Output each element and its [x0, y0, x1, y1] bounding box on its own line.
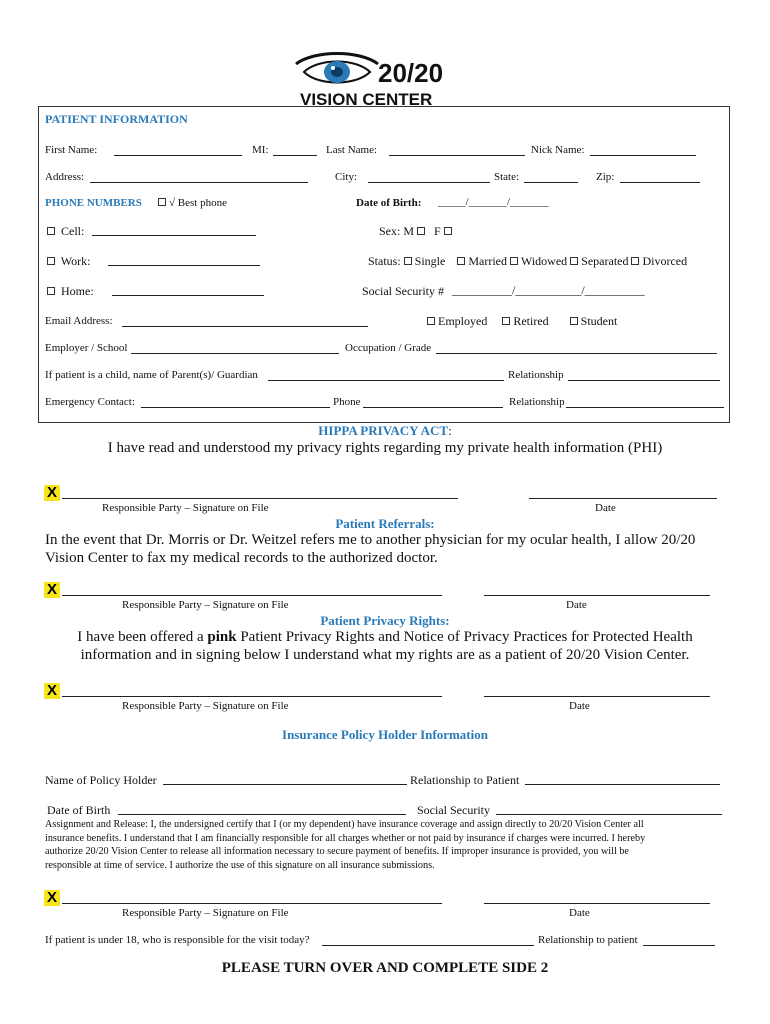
policy-dob-label: Date of Birth [47, 803, 111, 817]
under18-label: If patient is under 18, who is responsible for the visit today? [45, 934, 310, 946]
policy-relationship-field[interactable] [525, 784, 720, 785]
referrals-statement-line2: Vision Center to fax my medical records to the authorized doctor. [45, 550, 438, 566]
assignment-release-text [45, 818, 645, 872]
date-label: Date [569, 907, 590, 919]
home-phone [47, 284, 94, 299]
emergency-contact-label: Emergency Contact: [45, 396, 135, 408]
guardian-relationship-label: Relationship [508, 369, 564, 381]
city-field[interactable] [368, 182, 490, 183]
referrals-signature-field[interactable] [62, 595, 442, 596]
privacy-text-pink: pink [207, 629, 237, 645]
signature-label: Responsible Party – Signature on File [122, 907, 289, 919]
employment-status [427, 314, 617, 329]
separated-checkbox[interactable] [570, 257, 578, 265]
assignment-line: insurance benefits. I understand that I am financially responsible for all charges whether or not paid by insurance if charges were incurred. I hereby [45, 832, 646, 844]
hippa-heading [0, 423, 770, 439]
retired-checkbox[interactable] [502, 317, 510, 325]
phone-numbers-heading: PHONE NUMBERS [45, 197, 142, 209]
guardian-relationship-field[interactable] [568, 380, 720, 381]
sex-options [379, 224, 455, 239]
insurance-signature-field[interactable] [62, 903, 442, 904]
ssn-label: Social Security # [362, 284, 444, 298]
guardian-field[interactable] [268, 380, 504, 381]
zip-field[interactable] [620, 182, 700, 183]
signature-label: Responsible Party – Signature on File [122, 700, 289, 712]
address-field[interactable] [90, 182, 308, 183]
emergency-phone-label: Phone [333, 396, 361, 408]
logo-title: 20/20 [378, 58, 444, 88]
sex-m-checkbox[interactable] [417, 227, 425, 235]
retired-label: Retired [513, 314, 549, 328]
emergency-relationship-field[interactable] [566, 407, 724, 408]
status-label: Status: [368, 254, 401, 268]
work-field[interactable] [108, 265, 260, 266]
state-field[interactable] [524, 182, 578, 183]
widowed-checkbox[interactable] [510, 257, 518, 265]
privacy-rights-line2: information and in signing below I understand what my rights are as a patient of 20/20 Vision Center. [80, 647, 690, 663]
signature-x-marker: X [44, 890, 60, 906]
privacy-text-b: Patient Privacy Rights and Notice of Privacy Practices for Protected Health [236, 629, 693, 645]
student-label: Student [580, 314, 618, 328]
email-field[interactable] [122, 326, 368, 327]
ssn-field[interactable]: __________/___________/__________ [452, 283, 645, 297]
employer-field[interactable] [131, 353, 339, 354]
occupation-label: Occupation / Grade [345, 342, 432, 354]
turn-over-notice: PLEASE TURN OVER AND COMPLETE SIDE 2 [221, 960, 549, 976]
nick-name-field[interactable] [590, 155, 696, 156]
patient-info-heading: PATIENT INFORMATION [45, 112, 188, 126]
insurance-date-field[interactable] [484, 903, 710, 904]
best-phone-note [158, 197, 227, 209]
assignment-line: responsible at time of service. I authorize the use of this signature on all insurance submissions. [45, 859, 435, 871]
marital-status [368, 254, 687, 269]
hippa-signature-field[interactable] [62, 498, 458, 499]
home-label: Home: [61, 284, 94, 298]
date-label: Date [566, 599, 587, 611]
checkbox-icon [158, 198, 166, 206]
hippa-statement: I have read and understood my privacy rights regarding my private health information (PHI) [107, 440, 663, 456]
sex-f-checkbox[interactable] [444, 227, 452, 235]
policy-holder-field[interactable] [163, 784, 407, 785]
married-checkbox[interactable] [457, 257, 465, 265]
dob-field[interactable]: _____/_______/_______ [438, 196, 549, 208]
home-field[interactable] [112, 295, 264, 296]
emergency-phone-field[interactable] [363, 407, 503, 408]
date-label: Date [569, 700, 590, 712]
date-label: Date [595, 502, 616, 514]
first-name-field[interactable] [114, 155, 242, 156]
work-label: Work: [60, 254, 91, 268]
nick-name-label: Nick Name: [531, 144, 585, 156]
policy-ssn-label: Social Security [417, 803, 490, 817]
widowed-label: Widowed [521, 254, 568, 268]
signature-x-marker: X [44, 582, 60, 598]
employer-label: Employer / School [45, 342, 128, 354]
work-phone [47, 254, 91, 269]
single-checkbox[interactable] [404, 257, 412, 265]
city-label: City: [335, 171, 358, 183]
cell-label: Cell: [61, 224, 85, 238]
signature-label: Responsible Party – Signature on File [122, 599, 289, 611]
dob-label: Date of Birth: [356, 197, 422, 209]
privacy-signature-field[interactable] [62, 696, 442, 697]
policy-dob-field[interactable] [118, 814, 406, 815]
referrals-title: Patient Referrals: [335, 516, 435, 531]
best-phone-label: √ Best phone [169, 197, 227, 209]
last-name-field[interactable] [389, 155, 525, 156]
assignment-line: authorize 20/20 Vision Center to release all information necessary to secure payment of benefits. If improper insurance is provided, you will be [45, 846, 629, 857]
single-label: Single [414, 254, 446, 268]
policy-relationship-label: Relationship to Patient [410, 773, 520, 787]
first-name-label: First Name: [45, 144, 98, 156]
mi-label: MI: [252, 144, 269, 156]
policy-holder-label: Name of Policy Holder [45, 773, 157, 787]
under18-relationship-label: Relationship to patient [538, 934, 638, 946]
divorced-checkbox[interactable] [631, 257, 639, 265]
referrals-date-field[interactable] [484, 595, 710, 596]
cell-checkbox[interactable] [47, 227, 55, 235]
employed-label: Employed [438, 314, 488, 328]
signature-label: Responsible Party – Signature on File [102, 502, 269, 514]
employed-checkbox[interactable] [427, 317, 435, 325]
student-checkbox[interactable] [570, 317, 578, 325]
insurance-title: Insurance Policy Holder Information [282, 727, 488, 742]
under18-relationship-field[interactable] [643, 945, 715, 946]
hippa-date-field[interactable] [529, 498, 717, 499]
cell-field[interactable] [92, 235, 256, 236]
signature-x-marker: X [44, 485, 60, 501]
signature-x-marker: X [44, 683, 60, 699]
cell-phone [47, 224, 84, 239]
sex-label: Sex: M [379, 224, 415, 238]
separated-label: Separated [581, 254, 629, 268]
emergency-contact-field[interactable] [141, 407, 330, 408]
privacy-date-field[interactable] [484, 696, 710, 697]
policy-ssn-field[interactable] [496, 814, 722, 815]
divorced-label: Divorced [642, 254, 688, 268]
under18-field[interactable] [322, 945, 534, 946]
privacy-rights-line1 [0, 629, 770, 646]
email-label: Email Address: [45, 315, 113, 327]
hippa-colon: : [448, 423, 452, 438]
eye-logo-icon [294, 50, 380, 92]
emergency-relationship-label: Relationship [509, 396, 565, 408]
zip-label: Zip: [596, 171, 615, 183]
hippa-title: HIPPA PRIVACY ACT [318, 423, 449, 438]
last-name-label: Last Name: [326, 144, 378, 156]
privacy-text-a: I have been offered a [77, 629, 208, 645]
work-checkbox[interactable] [47, 257, 55, 265]
home-checkbox[interactable] [47, 287, 55, 295]
state-label: State: [494, 171, 520, 183]
mi-field[interactable] [273, 155, 317, 156]
assignment-line: Assignment and Release: I, the undersigned certify that I (or my dependent) have insurance coverage and assign directly to 20/20 Vision Center all [45, 819, 644, 830]
referrals-statement-line1: In the event that Dr. Morris or Dr. Weitzel refers me to another physician for my ocular health, I allow 20/20 [45, 532, 696, 548]
occupation-field[interactable] [436, 353, 717, 354]
guardian-label: If patient is a child, name of Parent(s)/ Guardian [45, 369, 258, 381]
address-label: Address: [45, 171, 85, 183]
married-label: Married [468, 254, 507, 268]
privacy-rights-title: Patient Privacy Rights: [320, 613, 450, 628]
logo-subtitle: VISION CENTER [300, 90, 433, 109]
sex-f-label: F [434, 224, 441, 238]
